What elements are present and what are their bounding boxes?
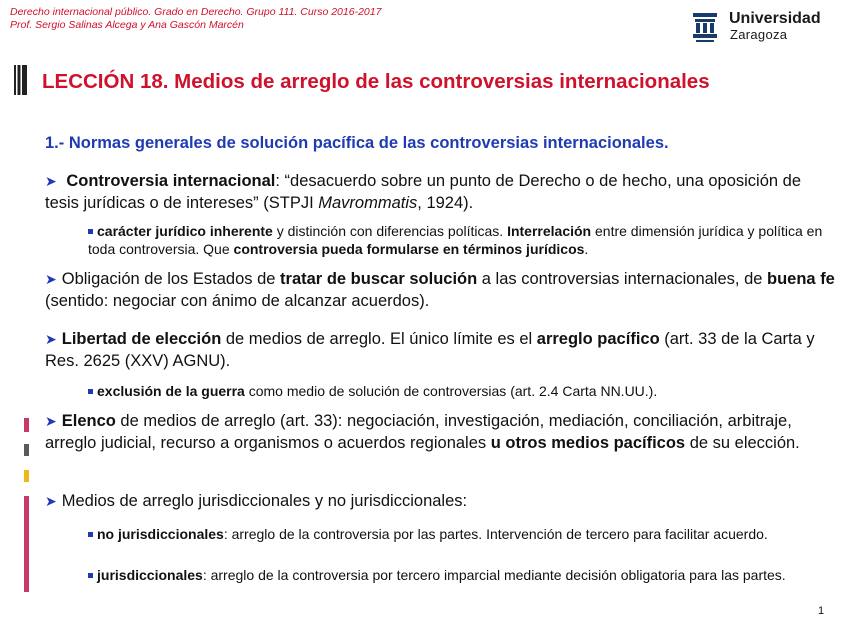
- page-number: 1: [818, 605, 825, 617]
- section-heading: 1.- Normas generales de solución pacífica de las controversias internacionales.: [45, 134, 669, 152]
- course-header-line1: Derecho internacional público. Grado en Derecho. Grupo 111. Curso 2016-2017: [10, 6, 382, 18]
- bullet-obligacion: ➤ Obligación de los Estados de tratar de buscar solución a las controversias internacionales, de buena fe (sentido: negociar con ánimo de alcanzar acuerdos).: [45, 270, 835, 310]
- square-bullet-icon: [88, 389, 93, 394]
- term-controversia: Controversia internacional: [66, 172, 276, 190]
- subpoint-no-jurisdiccionales: no jurisdiccionales: arreglo de la controversia por las partes. Intervención de tercero para facilitar acuerdo.: [88, 525, 833, 543]
- subpoint-exclusion-guerra: exclusión de la guerra como medio de solución de controversias (art. 2.4 Carta NN.UU.).: [88, 382, 833, 400]
- course-header: [10, 6, 381, 32]
- arrow-bullet-icon: ➤: [45, 271, 57, 287]
- bullet-medios-arreglo: ➤ Medios de arreglo jurisdiccionales y no jurisdiccionales:: [45, 492, 468, 510]
- square-bullet-icon: [88, 229, 93, 234]
- bullet-libertad-eleccion: ➤ Libertad de elección de medios de arreglo. El único límite es el arreglo pacífico (art. 33 de la Carta y Res. 2625 (XXV) AGNU).: [45, 330, 815, 370]
- university-emblem-icon: [690, 11, 720, 45]
- square-bullet-icon: [88, 532, 93, 537]
- bullet-elenco: ➤ Elenco de medios de arreglo (art. 33): negociación, investigación, mediación, conciliación, arbitraje, arreglo judicial, recurso a organismos o acuerdos regionales u otros medios pacíficos de su elección.: [45, 412, 800, 452]
- subpoint-jurisdiccionales: jurisdiccionales: arreglo de la controversia por tercero imparcial mediante decisión obligatoria para las partes.: [88, 566, 833, 584]
- square-bullet-icon: [88, 573, 93, 578]
- subpoint-caracter-juridico: carácter jurídico inherente y distinción con diferencias políticas. Interrelación entre dimensión jurídica y política en toda controversia. Que controversia pueda formularse en términos jurídicos.: [88, 223, 823, 257]
- logo-word-zaragoza: Zaragoza: [730, 27, 788, 42]
- side-color-marker: [24, 418, 29, 592]
- arrow-bullet-icon: ➤: [45, 331, 57, 347]
- arrow-bullet-icon: ➤: [45, 173, 57, 189]
- arrow-bullet-icon: ➤: [45, 413, 57, 429]
- title-bars-decoration: [14, 65, 28, 95]
- bullet-controversia: ➤ Controversia internacional: “desacuerdo sobre un punto de Derecho o de hecho, una oposición de tesis jurídicas o de intereses” (STPJI Mavrommatis, 1924).: [45, 172, 802, 212]
- lesson-title: LECCIÓN 18. Medios de arreglo de las controversias internacionales: [42, 70, 710, 93]
- logo-word-universidad: Universidad: [729, 10, 821, 27]
- arrow-bullet-icon: ➤: [45, 493, 57, 509]
- course-header-line2: Prof. Sergio Salinas Alcega y Ana Gascón Marcén: [10, 19, 244, 31]
- university-logo: [690, 10, 830, 46]
